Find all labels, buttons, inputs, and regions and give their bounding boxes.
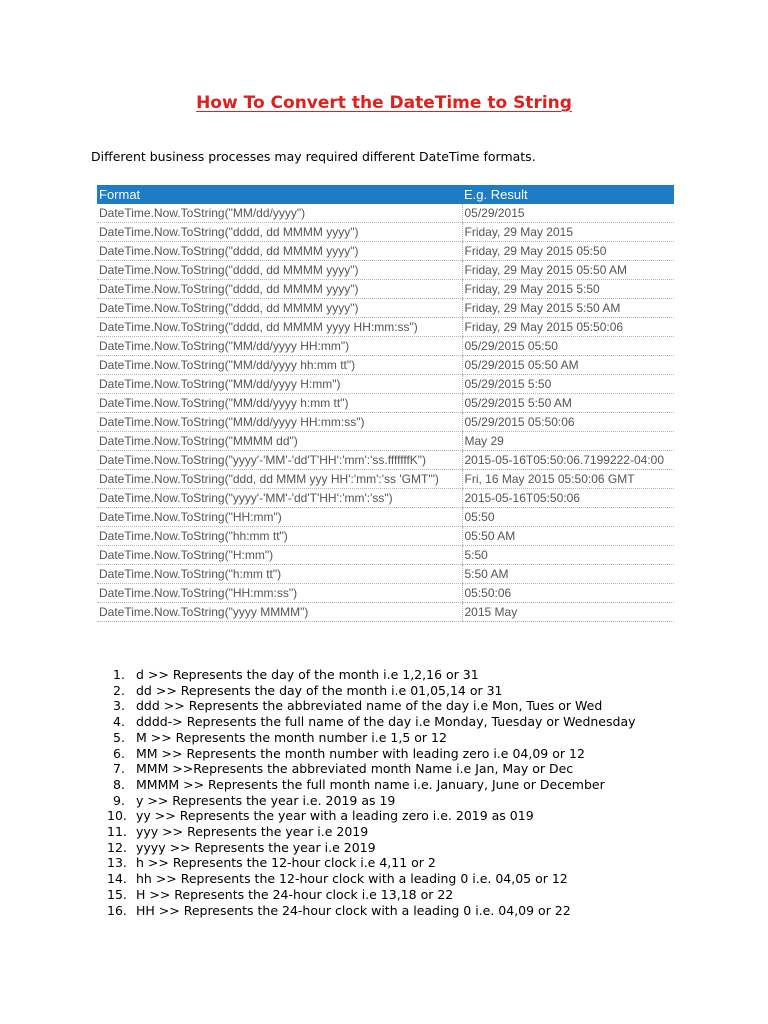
list-item-number: 9. <box>113 792 125 808</box>
format-cell: DateTime.Now.ToString("dddd, dd MMMM yyyy") <box>97 242 462 261</box>
list-item-number: 6. <box>113 745 125 761</box>
list-item <box>0 683 636 699</box>
table-row <box>97 527 674 546</box>
result-cell: 5:50 AM <box>462 565 674 584</box>
table-row <box>97 242 674 261</box>
list-item <box>0 793 636 809</box>
table-row <box>97 223 674 242</box>
format-cell: DateTime.Now.ToString("hh:mm tt") <box>97 527 462 546</box>
list-item <box>0 871 636 887</box>
table-row <box>97 508 674 527</box>
format-cell: DateTime.Now.ToString("HH:mm:ss") <box>97 584 462 603</box>
format-cell: DateTime.Now.ToString("MM/dd/yyyy HH:mm") <box>97 337 462 356</box>
result-column-header: E.g. Result <box>462 185 674 204</box>
list-item-text: HH >> Represents the 24-hour clock with a leading 0 i.e. 04,09 or 22 <box>136 902 571 918</box>
list-item-text: dd >> Represents the day of the month i.e 01,05,14 or 31 <box>136 682 503 698</box>
list-item-number: 8. <box>113 776 125 792</box>
list-item-number: 14. <box>107 871 127 887</box>
result-cell: Friday, 29 May 2015 05:50 AM <box>462 261 674 280</box>
format-cell: DateTime.Now.ToString("h:mm tt") <box>97 565 462 584</box>
format-cell: DateTime.Now.ToString("yyyy'-'MM'-'dd'T'HH':'mm':'ss.fffffffK") <box>97 451 462 470</box>
list-item-number: 2. <box>113 682 125 698</box>
format-cell: DateTime.Now.ToString("MM/dd/yyyy H:mm") <box>97 375 462 394</box>
result-cell: 5:50 <box>462 546 674 565</box>
format-cell: DateTime.Now.ToString("dddd, dd MMMM yyyy") <box>97 280 462 299</box>
table-row <box>97 413 674 432</box>
table-row <box>97 261 674 280</box>
result-cell: 05:50 AM <box>462 527 674 546</box>
table-row <box>97 451 674 470</box>
list-item <box>0 714 636 730</box>
result-cell: 2015-05-16T05:50:06 <box>462 489 674 508</box>
result-cell: Friday, 29 May 2015 05:50:06 <box>462 318 674 337</box>
list-item-text: MM >> Represents the month number with leading zero i.e 04,09 or 12 <box>136 745 585 761</box>
format-cell: DateTime.Now.ToString("HH:mm") <box>97 508 462 527</box>
result-cell: 05/29/2015 05:50 <box>462 337 674 356</box>
table-header-row <box>97 185 674 204</box>
list-item <box>0 824 636 840</box>
result-cell: 05/29/2015 05:50:06 <box>462 413 674 432</box>
format-cell: DateTime.Now.ToString("H:mm") <box>97 546 462 565</box>
table-row <box>97 565 674 584</box>
list-item-text: M >> Represents the month number i.e 1,5 or 12 <box>136 729 447 745</box>
format-cell: DateTime.Now.ToString("dddd, dd MMMM yyyy") <box>97 261 462 280</box>
table-row <box>97 204 674 223</box>
format-cell: DateTime.Now.ToString("dddd, dd MMMM yyyy HH:mm:ss") <box>97 318 462 337</box>
result-cell: 05:50:06 <box>462 584 674 603</box>
result-cell: Friday, 29 May 2015 5:50 <box>462 280 674 299</box>
list-item-number: 3. <box>113 698 125 714</box>
intro-paragraph: Different business processes may required different DateTime formats. <box>91 149 536 164</box>
list-item-text: d >> Represents the day of the month i.e 1,2,16 or 31 <box>136 667 479 682</box>
table-row <box>97 603 674 622</box>
list-item-text: MMMM >> Represents the full month name i.e. January, June or December <box>136 776 605 792</box>
list-item-number: 12. <box>107 839 127 855</box>
list-item <box>0 855 636 871</box>
list-item-text: dddd-> Represents the full name of the day i.e Monday, Tuesday or Wednesday <box>136 714 636 730</box>
list-item-number: 16. <box>107 902 127 918</box>
format-cell: DateTime.Now.ToString("dddd, dd MMMM yyyy") <box>97 223 462 242</box>
result-cell: Friday, 29 May 2015 5:50 AM <box>462 299 674 318</box>
list-item-number: 7. <box>113 761 125 777</box>
result-cell: May 29 <box>462 432 674 451</box>
list-item-number: 5. <box>113 729 125 745</box>
list-item <box>0 808 636 824</box>
table-row <box>97 280 674 299</box>
format-column-header: Format <box>97 185 462 204</box>
result-cell: Friday, 29 May 2015 05:50 <box>462 242 674 261</box>
list-item-number: 1. <box>113 667 125 682</box>
table-row <box>97 375 674 394</box>
table-row <box>97 546 674 565</box>
table-row <box>97 470 674 489</box>
list-item <box>0 746 636 762</box>
result-cell: 05/29/2015 5:50 <box>462 375 674 394</box>
format-cell: DateTime.Now.ToString("yyyy'-'MM'-'dd'T'HH':'mm':'ss") <box>97 489 462 508</box>
list-item-text: h >> Represents the 12-hour clock i.e 4,11 or 2 <box>136 855 436 871</box>
list-item-text: y >> Represents the year i.e. 2019 as 19 <box>136 792 396 808</box>
result-cell: 05:50 <box>462 508 674 527</box>
format-specifier-list <box>0 667 636 918</box>
format-cell: DateTime.Now.ToString("MMMM dd") <box>97 432 462 451</box>
list-item-text: yyy >> Represents the year i.e 2019 <box>136 824 369 840</box>
result-cell: 05/29/2015 05:50 AM <box>462 356 674 375</box>
list-item-text: MMM >>Represents the abbreviated month Name i.e Jan, May or Dec <box>136 761 574 777</box>
table-body <box>97 204 674 622</box>
list-item-text: yyyy >> Represents the year i.e 2019 <box>136 839 376 855</box>
format-cell: DateTime.Now.ToString("dddd, dd MMMM yyyy") <box>97 299 462 318</box>
list-item-text: yy >> Represents the year with a leading zero i.e. 2019 as 019 <box>136 808 534 824</box>
table-row <box>97 489 674 508</box>
list-item <box>0 761 636 777</box>
table-row <box>97 432 674 451</box>
list-item-number: 4. <box>113 714 125 730</box>
format-cell: DateTime.Now.ToString("MM/dd/yyyy hh:mm tt") <box>97 356 462 375</box>
list-item-number: 10. <box>107 808 127 824</box>
format-cell: DateTime.Now.ToString("yyyy MMMM") <box>97 603 462 622</box>
datetime-format-table <box>97 185 674 622</box>
result-cell: Friday, 29 May 2015 <box>462 223 674 242</box>
list-item <box>0 698 636 714</box>
list-item <box>0 730 636 746</box>
format-cell: DateTime.Now.ToString("MM/dd/yyyy h:mm tt") <box>97 394 462 413</box>
table-row <box>97 356 674 375</box>
list-item <box>0 777 636 793</box>
table-row <box>97 299 674 318</box>
list-item <box>0 667 636 683</box>
list-item-number: 13. <box>107 855 127 871</box>
result-cell: 2015 May <box>462 603 674 622</box>
format-cell: DateTime.Now.ToString("MM/dd/yyyy") <box>97 204 462 223</box>
list-item-number: 15. <box>107 886 127 902</box>
list-item-text: ddd >> Represents the abbreviated name of the day i.e Mon, Tues or Wed <box>136 698 603 714</box>
result-cell: 05/29/2015 <box>462 204 674 223</box>
table-row <box>97 394 674 413</box>
list-item <box>0 903 636 919</box>
table-row <box>97 318 674 337</box>
format-cell: DateTime.Now.ToString("MM/dd/yyyy HH:mm:ss") <box>97 413 462 432</box>
result-cell: Fri, 16 May 2015 05:50:06 GMT <box>462 470 674 489</box>
list-item-text: hh >> Represents the 12-hour clock with a leading 0 i.e. 04,05 or 12 <box>136 871 568 887</box>
document-title: How To Convert the DateTime to String <box>196 93 572 113</box>
result-cell: 2015-05-16T05:50:06.7199222-04:00 <box>462 451 674 470</box>
list-item <box>0 840 636 856</box>
table-row <box>97 584 674 603</box>
format-cell: DateTime.Now.ToString("ddd, dd MMM yyy HH':'mm':'ss 'GMT'") <box>97 470 462 489</box>
result-cell: 05/29/2015 5:50 AM <box>462 394 674 413</box>
list-item-number: 11. <box>107 824 127 840</box>
list-item-text: H >> Represents the 24-hour clock i.e 13,18 or 22 <box>136 886 454 902</box>
list-item <box>0 887 636 903</box>
table-row <box>97 337 674 356</box>
